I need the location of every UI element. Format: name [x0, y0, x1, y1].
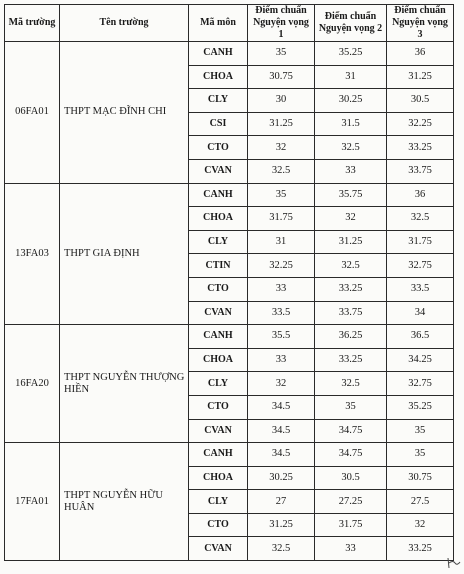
wish-2-score-cell: 33.75: [315, 301, 387, 325]
table-body: [5, 42, 454, 561]
wish-3-score-cell: 31.75: [387, 230, 454, 254]
subject-code-cell: CSI: [189, 112, 248, 136]
wish-3-score-cell: 35.25: [387, 395, 454, 419]
wish-3-score-cell: 30.5: [387, 89, 454, 113]
wish-1-score-cell: 27: [248, 490, 315, 514]
wish-1-score-cell: 34.5: [248, 395, 315, 419]
wish-1-score-cell: 31: [248, 230, 315, 254]
wish-1-score-cell: 35.5: [248, 325, 315, 349]
school-code-cell: 17FA01: [5, 443, 60, 561]
wish-3-score-cell: 33.5: [387, 277, 454, 301]
wish-2-score-cell: 34.75: [315, 443, 387, 467]
wish-3-score-cell: 27.5: [387, 490, 454, 514]
subject-code-cell: CVAN: [189, 301, 248, 325]
wish-3-score-cell: 31.25: [387, 65, 454, 89]
wish-3-score-cell: 33.25: [387, 537, 454, 561]
wish-1-score-cell: 34.5: [248, 419, 315, 443]
header-wish-2-line1: Điểm chuẩn: [324, 11, 377, 22]
wish-1-score-cell: 32: [248, 136, 315, 160]
subject-code-cell: CTIN: [189, 254, 248, 278]
wish-2-score-cell: 31.5: [315, 112, 387, 136]
wish-1-score-cell: 33.5: [248, 301, 315, 325]
subject-code-cell: CHOA: [189, 348, 248, 372]
wish-3-score-cell: 32.5: [387, 207, 454, 231]
wish-1-score-cell: 31.25: [248, 513, 315, 537]
wish-2-score-cell: 35.75: [315, 183, 387, 207]
header-wish-2: [315, 5, 387, 42]
wish-2-score-cell: 32.5: [315, 136, 387, 160]
wish-2-score-cell: 33.25: [315, 277, 387, 301]
subject-code-cell: CVAN: [189, 159, 248, 183]
header-subject-code: Mã môn: [189, 5, 248, 42]
admission-scores-table: [4, 4, 454, 561]
table-row: [5, 183, 454, 207]
wish-2-score-cell: 32.5: [315, 372, 387, 396]
wish-2-score-cell: 32.5: [315, 254, 387, 278]
subject-code-cell: CLY: [189, 89, 248, 113]
wish-2-score-cell: 36.25: [315, 325, 387, 349]
subject-code-cell: CVAN: [189, 419, 248, 443]
table-row: [5, 325, 454, 349]
subject-code-cell: CTO: [189, 136, 248, 160]
wish-2-score-cell: 33: [315, 537, 387, 561]
wish-2-score-cell: 27.25: [315, 490, 387, 514]
subject-code-cell: CANH: [189, 42, 248, 66]
school-code-cell: 13FA03: [5, 183, 60, 325]
subject-code-cell: CLY: [189, 490, 248, 514]
header-wish-3-line2: Nguyện vọng 3: [392, 17, 448, 40]
wish-3-score-cell: 32: [387, 513, 454, 537]
wish-3-score-cell: 35: [387, 443, 454, 467]
header-wish-2-line2: Nguyện vọng 2: [318, 23, 383, 34]
handwritten-initial-icon: [446, 556, 462, 570]
subject-code-cell: CHOA: [189, 207, 248, 231]
wish-2-score-cell: 35: [315, 395, 387, 419]
wish-3-score-cell: 32.25: [387, 112, 454, 136]
subject-code-cell: CTO: [189, 277, 248, 301]
subject-code-cell: CHOA: [189, 65, 248, 89]
wish-3-score-cell: 34.25: [387, 348, 454, 372]
subject-code-cell: CANH: [189, 183, 248, 207]
subject-code-cell: CHOA: [189, 466, 248, 490]
header-wish-3-line1: Điểm chuẩn: [394, 5, 446, 16]
school-code-cell: 06FA01: [5, 42, 60, 184]
table-header-row: [5, 5, 454, 42]
wish-1-score-cell: 30.75: [248, 65, 315, 89]
wish-1-score-cell: 31.25: [248, 112, 315, 136]
wish-3-score-cell: 35: [387, 419, 454, 443]
wish-3-score-cell: 30.75: [387, 466, 454, 490]
wish-2-score-cell: 35.25: [315, 42, 387, 66]
table-row: [5, 42, 454, 66]
wish-2-score-cell: 31.25: [315, 230, 387, 254]
wish-1-score-cell: 32.25: [248, 254, 315, 278]
wish-1-score-cell: 32: [248, 372, 315, 396]
wish-1-score-cell: 33: [248, 277, 315, 301]
wish-2-score-cell: 30.25: [315, 89, 387, 113]
wish-2-score-cell: 34.75: [315, 419, 387, 443]
wish-3-score-cell: 33.25: [387, 136, 454, 160]
subject-code-cell: CANH: [189, 443, 248, 467]
wish-1-score-cell: 31.75: [248, 207, 315, 231]
wish-2-score-cell: 30.5: [315, 466, 387, 490]
wish-1-score-cell: 30.25: [248, 466, 315, 490]
header-wish-1-line2: Nguyện vọng 1: [253, 17, 309, 40]
subject-code-cell: CANH: [189, 325, 248, 349]
wish-1-score-cell: 35: [248, 42, 315, 66]
wish-2-score-cell: 31.75: [315, 513, 387, 537]
subject-code-cell: CLY: [189, 372, 248, 396]
school-name-cell: THPT MẠC ĐĨNH CHI: [60, 42, 189, 184]
wish-3-score-cell: 36: [387, 42, 454, 66]
header-wish-3: [387, 5, 454, 42]
subject-code-cell: CVAN: [189, 537, 248, 561]
school-name-cell: THPT NGUYỄN THƯỢNG HIỀN: [60, 325, 189, 443]
wish-1-score-cell: 32.5: [248, 159, 315, 183]
header-wish-1: [248, 5, 315, 42]
wish-2-score-cell: 32: [315, 207, 387, 231]
wish-1-score-cell: 30: [248, 89, 315, 113]
header-wish-1-line1: Điểm chuẩn: [255, 5, 307, 16]
school-name-cell: THPT NGUYỄN HỮU HUÂN: [60, 443, 189, 561]
wish-3-score-cell: 33.75: [387, 159, 454, 183]
header-school-code: Mã trường: [5, 5, 60, 42]
school-code-cell: 16FA20: [5, 325, 60, 443]
wish-3-score-cell: 34: [387, 301, 454, 325]
wish-2-score-cell: 33: [315, 159, 387, 183]
wish-1-score-cell: 33: [248, 348, 315, 372]
wish-2-score-cell: 33.25: [315, 348, 387, 372]
subject-code-cell: CLY: [189, 230, 248, 254]
wish-3-score-cell: 36.5: [387, 325, 454, 349]
wish-3-score-cell: 32.75: [387, 254, 454, 278]
subject-code-cell: CTO: [189, 395, 248, 419]
wish-3-score-cell: 32.75: [387, 372, 454, 396]
wish-3-score-cell: 36: [387, 183, 454, 207]
wish-2-score-cell: 31: [315, 65, 387, 89]
table-row: [5, 443, 454, 467]
header-school-name: Tên trường: [60, 5, 189, 42]
wish-1-score-cell: 35: [248, 183, 315, 207]
wish-1-score-cell: 34.5: [248, 443, 315, 467]
wish-1-score-cell: 32.5: [248, 537, 315, 561]
subject-code-cell: CTO: [189, 513, 248, 537]
school-name-cell: THPT GIA ĐỊNH: [60, 183, 189, 325]
